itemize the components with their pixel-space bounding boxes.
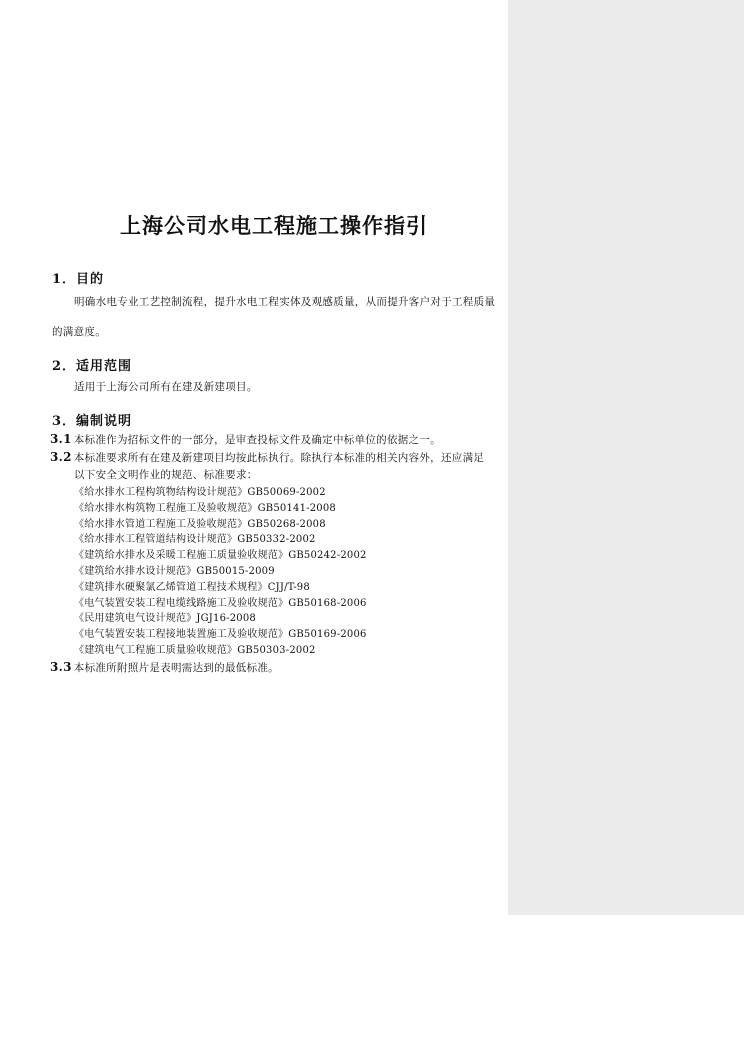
purpose-paragraph-line2: 的满意度。 bbox=[52, 326, 106, 338]
note-text: 本标准所附照片是表明需达到的最低标准。 bbox=[73, 662, 279, 674]
section-heading-notes: 3．编制说明 bbox=[52, 414, 133, 429]
note-text: 本标准作为招标文件的一部分，是审查投标文件及确定中标单位的依据之一。 bbox=[73, 434, 441, 446]
standard-item: 《建筑给水排水设计规范》GB50015-2009 bbox=[74, 565, 275, 577]
standard-item: 《建筑给水排水及采暖工程施工质量验收规范》GB50242-2002 bbox=[74, 550, 367, 562]
standard-item: 《给水排水构筑物工程施工及验收规范》GB50141-2008 bbox=[74, 502, 336, 514]
note-item-3-1 bbox=[50, 432, 441, 447]
note-number: 3.2 bbox=[50, 450, 72, 464]
standard-item: 《给水排水管道工程施工及验收规范》GB50268-2008 bbox=[74, 518, 326, 530]
standards-list bbox=[74, 485, 367, 659]
note-text: 本标准要求所有在建及新建项目均按此标执行。除执行本标准的相关内容外，还应满足 bbox=[73, 452, 485, 464]
section-heading-scope: 2．适用范围 bbox=[52, 359, 133, 374]
document-title: 上海公司水电工程施工操作指引 bbox=[120, 213, 428, 238]
standard-item: 《民用建筑电气设计规范》JGJ16-2008 bbox=[74, 613, 256, 625]
comment-margin-pane bbox=[508, 0, 744, 915]
scope-paragraph: 适用于上海公司所有在建及新建项目。 bbox=[74, 381, 258, 393]
note-item-3-3 bbox=[50, 660, 279, 675]
standard-item: 《电气装置安装工程接地装置施工及验收规范》GB50169-2006 bbox=[74, 629, 367, 641]
purpose-paragraph-line1: 明确水电专业工艺控制流程，提升水电工程实体及观感质量，从而提升客户对于工程质量 bbox=[74, 296, 496, 308]
note-number: 3.3 bbox=[50, 660, 72, 674]
standard-item: 《电气装置安装工程电缆线路施工及验收规范》GB50168-2006 bbox=[74, 597, 367, 609]
note-item-3-2 bbox=[50, 450, 484, 465]
standard-item: 《建筑电气工程施工质量验收规范》GB50303-2002 bbox=[74, 644, 316, 656]
section-heading-purpose: 1．目的 bbox=[52, 272, 105, 287]
note-number: 3.1 bbox=[50, 432, 72, 446]
standard-item: 《建筑排水硬聚氯乙烯管道工程技术规程》CJJ/T-98 bbox=[74, 581, 310, 593]
standard-item: 《给水排水工程管道结构设计规范》GB50332-2002 bbox=[74, 534, 316, 546]
standard-item: 《给水排水工程构筑物结构设计规范》GB50069-2002 bbox=[74, 487, 326, 498]
note-item-3-2-continued: 以下安全文明作业的规范、标准要求： bbox=[74, 469, 258, 481]
